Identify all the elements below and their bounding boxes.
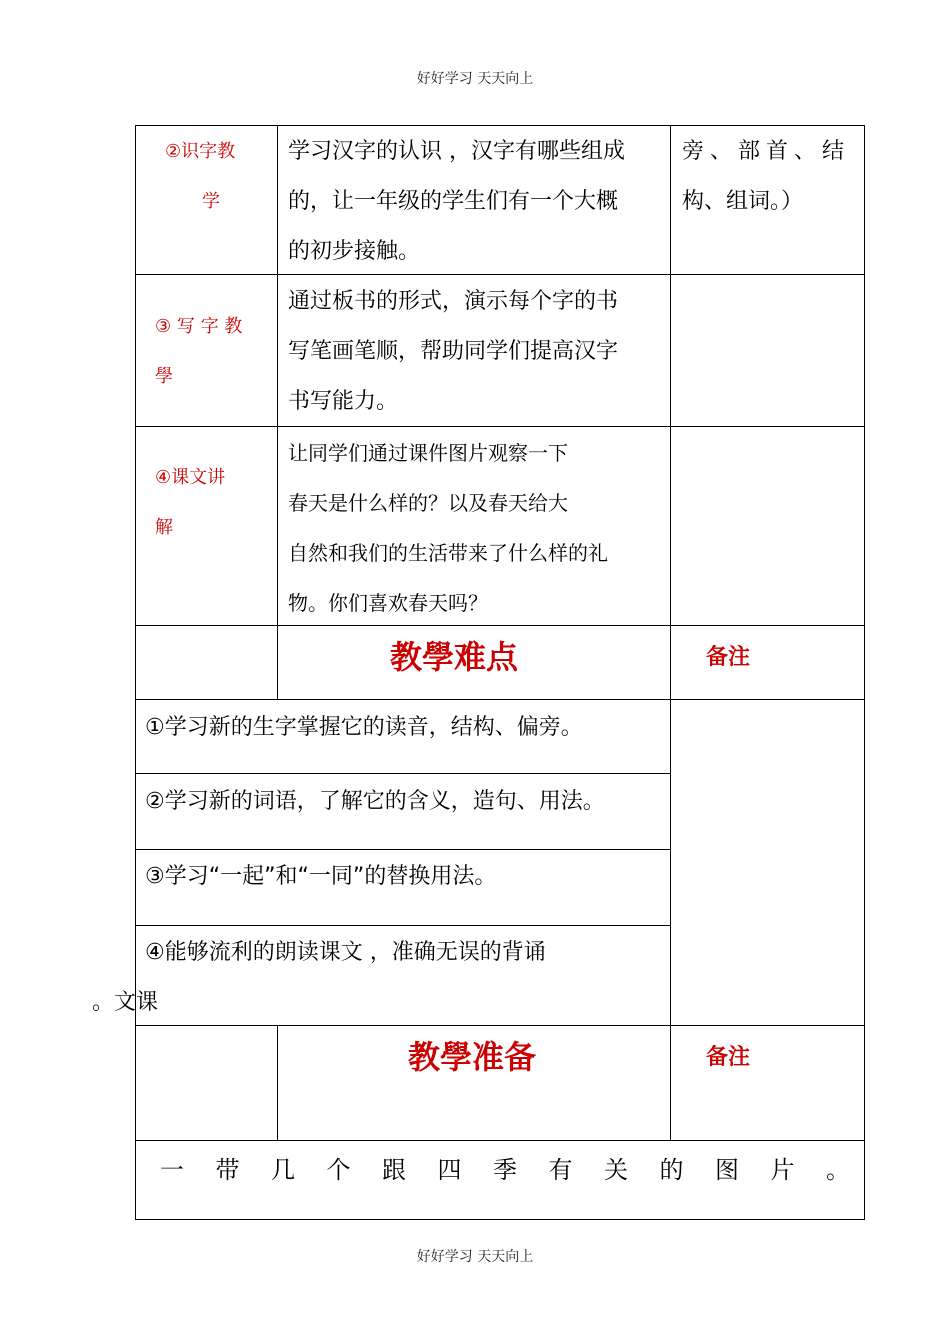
row-label: ③ 写 字 教 <box>155 316 243 337</box>
preparation-char: 关 <box>604 1156 628 1184</box>
row-label: 学 <box>202 191 220 212</box>
preparation-char: 。 <box>826 1156 850 1184</box>
row-content: 让同学们通过课件图片观察一下 <box>288 441 568 465</box>
row-content: 书写能力。 <box>288 389 399 414</box>
preparation-char: 片 <box>770 1156 795 1184</box>
row-content: 写笔画笔顺，帮助同学们提高汉字 <box>288 339 619 364</box>
page-footer: 好好学习 天天向上 <box>416 1249 534 1265</box>
preparation-char: 带 <box>215 1156 240 1184</box>
preparation-char: 季 <box>493 1156 517 1184</box>
preparation-char: 有 <box>548 1156 573 1184</box>
preparation-char: 跟 <box>382 1156 406 1184</box>
preparation-content <box>160 1150 850 1185</box>
row-note: 构、组词。） <box>682 189 804 214</box>
row-label: 學 <box>155 366 173 387</box>
row-label: ④课文讲 <box>155 467 226 488</box>
row-note: 旁、部首、结 <box>682 139 851 164</box>
row-content: 学习汉字的认识 ，汉字有哪些组成 <box>288 139 625 164</box>
row-label: 解 <box>155 517 173 538</box>
difficulty-item: ②学习新的词语，了解它的含义，造句、用法。 <box>145 789 605 814</box>
preparation-char: 一 <box>160 1156 184 1184</box>
difficulty-note-label: 备注 <box>706 645 751 670</box>
difficulty-overflow: 。文课 <box>92 990 159 1015</box>
preparation-char: 几 <box>271 1156 295 1184</box>
preparation-title: 教學准备 <box>408 1038 537 1076</box>
preparation-note-label: 备注 <box>706 1045 751 1070</box>
row-content: 通过板书的形式，演示每个字的书 <box>288 289 619 314</box>
page-header: 好好学习 天天向上 <box>416 71 534 87</box>
row-content: 自然和我们的生活带来了什么样的礼 <box>288 541 608 565</box>
difficulty-item: ④能够流利的朗读课文 ，准确无误的背诵 <box>145 940 546 965</box>
difficulty-title: 教學难点 <box>390 638 519 676</box>
difficulty-item: ①学习新的生字掌握它的读音，结构、偏旁。 <box>145 715 583 740</box>
difficulty-item: ③学习“一起”和“一同”的替换用法。 <box>145 864 497 889</box>
preparation-char: 的 <box>659 1156 684 1184</box>
row-content: 的，让一年级的学生们有一个大概 <box>288 189 619 214</box>
preparation-char: 四 <box>437 1156 462 1184</box>
preparation-char: 图 <box>715 1156 739 1184</box>
row-content: 的初步接触。 <box>288 239 421 264</box>
row-label: ②识字教 <box>165 141 236 162</box>
row-content: 物。你们喜欢春天吗？ <box>288 591 488 615</box>
preparation-char: 个 <box>326 1156 351 1184</box>
row-content: 春天是什么样的？以及春天给大 <box>288 491 568 515</box>
